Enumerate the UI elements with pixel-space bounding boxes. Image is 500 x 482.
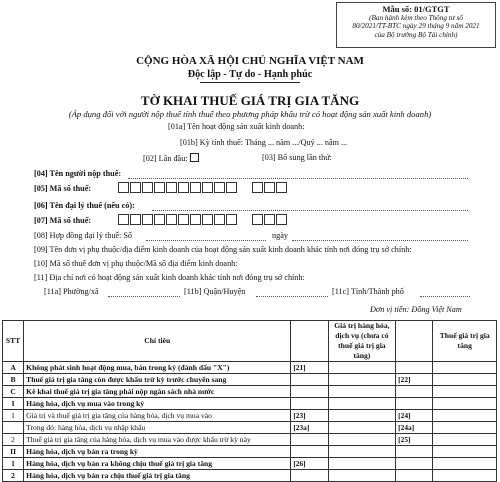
digit-cell[interactable] xyxy=(214,182,225,193)
row-indicator: Hàng hóa, dịch vụ bán ra chịu thuế giá trị gia tăng xyxy=(24,470,291,482)
vat-cell[interactable] xyxy=(433,458,497,470)
digit-cell[interactable] xyxy=(142,214,153,225)
row-stt: 2 xyxy=(3,434,24,446)
col-goods-value: Giá trị hàng hóa, dịch vụ (chưa có thuế giá trị gia tăng) xyxy=(328,321,396,362)
taxpayer-tax-code-cells[interactable] xyxy=(118,182,288,193)
value-cell[interactable] xyxy=(328,434,396,446)
field-11: [11] Địa chỉ nơi có hoạt động sản xuất kinh doanh khác tỉnh nơi đóng trụ sở chính: xyxy=(34,273,305,282)
field-02[interactable] xyxy=(143,153,199,163)
form-note-2: 80/2021/TT-BTC ngày 29 tháng 9 năm 2021 xyxy=(352,22,480,31)
digit-cell[interactable] xyxy=(264,214,275,225)
vat-cell[interactable] xyxy=(433,422,497,434)
row-stt: I xyxy=(3,398,24,410)
vat-cell[interactable] xyxy=(433,434,497,446)
table-row xyxy=(3,374,497,386)
digit-cell[interactable] xyxy=(118,182,129,193)
digit-cell[interactable] xyxy=(190,214,201,225)
motto-underline xyxy=(200,82,300,83)
digit-cell[interactable] xyxy=(154,182,165,193)
vat-cell[interactable] xyxy=(433,446,497,458)
row-code-2 xyxy=(396,386,433,398)
row-indicator: Thuế giá trị gia tăng còn được khấu trừ kỳ trước chuyển sang xyxy=(24,374,291,386)
table-row xyxy=(3,446,497,458)
form-code: Mẫu số: 01/GTGT xyxy=(382,4,450,14)
field-08-date: ngày xyxy=(272,231,288,240)
col-blank-1 xyxy=(291,321,328,362)
digit-cell[interactable] xyxy=(252,214,263,225)
table-row xyxy=(3,410,497,422)
ward-line[interactable] xyxy=(108,289,180,297)
tax-table xyxy=(2,320,497,482)
digit-cell[interactable] xyxy=(178,182,189,193)
row-code-1 xyxy=(291,374,328,386)
currency-unit: Đơn vị tiền: Đồng Việt Nam xyxy=(370,305,462,314)
digit-cell[interactable] xyxy=(214,214,225,225)
row-stt: 1 xyxy=(3,410,24,422)
digit-cell[interactable] xyxy=(226,214,237,225)
digit-cell[interactable] xyxy=(166,182,177,193)
row-stt: 2 xyxy=(3,470,24,482)
col-vat: Thuế giá trị gia tăng xyxy=(433,321,497,362)
field-11a: [11a] Phường/xã xyxy=(44,287,99,296)
vat-cell[interactable] xyxy=(433,410,497,422)
row-code-2: [22] xyxy=(396,374,433,386)
row-indicator: Hàng hóa, dịch vụ bán ra trong kỳ xyxy=(24,446,291,458)
digit-cell[interactable] xyxy=(264,182,275,193)
province-line[interactable] xyxy=(420,289,470,297)
row-code-1: [23] xyxy=(291,410,328,422)
vat-cell[interactable] xyxy=(433,398,497,410)
col-blank-2 xyxy=(396,321,433,362)
field-08: [08] Hợp đồng đại lý thuế: Số xyxy=(34,231,133,240)
table-row xyxy=(3,386,497,398)
digit-cell[interactable] xyxy=(276,214,287,225)
field-02-label: [02] Lần đầu: xyxy=(143,154,188,163)
district-line[interactable] xyxy=(256,289,328,297)
digit-cell[interactable] xyxy=(202,214,213,225)
row-code-2: [25] xyxy=(396,434,433,446)
agent-tax-code-cells[interactable] xyxy=(118,214,288,225)
digit-cell[interactable] xyxy=(178,214,189,225)
republic-heading: CỘNG HÒA XÃ HỘI CHỦ NGHĨA VIỆT NAM xyxy=(136,55,364,67)
row-stt: II xyxy=(3,446,24,458)
value-cell[interactable] xyxy=(328,422,396,434)
row-code-2 xyxy=(396,446,433,458)
digit-cell[interactable] xyxy=(252,182,263,193)
row-code-1: [21] xyxy=(291,362,328,374)
digit-cell[interactable] xyxy=(202,182,213,193)
table-row xyxy=(3,458,497,470)
field-03[interactable]: [03] Bổ sung lần thứ: xyxy=(262,153,332,162)
first-time-checkbox[interactable] xyxy=(190,153,199,162)
contract-number-line[interactable] xyxy=(146,233,266,241)
row-indicator: Trong đó: hàng hóa, dịch vụ nhập khẩu xyxy=(24,422,291,434)
field-01b[interactable]: [01b] Kỳ tính thuế: Tháng ... năm .../Quý ... năm ... xyxy=(180,138,348,147)
contract-date-line[interactable] xyxy=(292,233,468,241)
row-stt xyxy=(3,422,24,434)
row-code-1: [26] xyxy=(291,458,328,470)
row-indicator: Không phát sinh hoạt động mua, bán trong kỳ (đánh dấu "X") xyxy=(24,362,291,374)
row-code-2: [24] xyxy=(396,410,433,422)
digit-cell[interactable] xyxy=(226,182,237,193)
row-code-1 xyxy=(291,446,328,458)
field-06: [06] Tên đại lý thuế (nếu có): xyxy=(34,201,135,210)
form-code-box xyxy=(336,2,496,48)
form-note-3: của Bộ trưởng Bộ Tài chính) xyxy=(374,30,458,39)
row-indicator: Kê khai thuế giá trị gia tăng phải nộp ngân sách nhà nước xyxy=(24,386,291,398)
field-07: [07] Mã số thuế: xyxy=(34,216,92,225)
table-row xyxy=(3,422,497,434)
value-cell[interactable] xyxy=(328,362,396,374)
field-05: [05] Mã số thuế: xyxy=(34,184,92,193)
row-code-2 xyxy=(396,398,433,410)
taxpayer-name-line[interactable] xyxy=(128,171,468,179)
page-subtitle: (Áp dụng đối với người nộp thuế tính thuế theo phương pháp khấu trừ có hoạt động sản xuất kinh doanh) xyxy=(68,109,432,119)
digit-cell[interactable] xyxy=(276,182,287,193)
row-stt: C xyxy=(3,386,24,398)
table-header-row xyxy=(3,321,497,362)
col-stt: STT xyxy=(3,321,24,362)
row-indicator: Hàng hóa, dịch vụ mua vào trong kỳ xyxy=(24,398,291,410)
digit-cell[interactable] xyxy=(166,214,177,225)
row-stt: A xyxy=(3,362,24,374)
vat-cell[interactable] xyxy=(433,386,497,398)
field-11b: [11b] Quận/Huyện xyxy=(184,287,246,296)
value-cell[interactable] xyxy=(328,386,396,398)
value-cell[interactable] xyxy=(328,374,396,386)
row-code-1 xyxy=(291,434,328,446)
digit-cell[interactable] xyxy=(154,214,165,225)
table-row xyxy=(3,434,497,446)
form-note-1: (Ban hành kèm theo Thông tư số xyxy=(369,13,463,22)
page-title: TỜ KHAI THUẾ GIÁ TRỊ GIA TĂNG xyxy=(140,93,360,108)
value-cell[interactable] xyxy=(328,410,396,422)
value-cell[interactable] xyxy=(328,458,396,470)
digit-cell[interactable] xyxy=(130,214,141,225)
row-code-2: [24a] xyxy=(396,422,433,434)
agent-name-line[interactable] xyxy=(152,203,468,211)
row-indicator: Giá trị và thuế giá trị gia tăng của hàng hóa, dịch vụ mua vào xyxy=(24,410,291,422)
row-indicator: Thuế giá trị gia tăng của hàng hóa, dịch vụ mua vào được khấu trừ kỳ này xyxy=(24,434,291,446)
row-code-1 xyxy=(291,386,328,398)
field-04: [04] Tên người nộp thuế: xyxy=(34,169,122,178)
digit-cell[interactable] xyxy=(130,182,141,193)
row-code-1: [23a] xyxy=(291,422,328,434)
col-indicator: Chỉ tiêu xyxy=(24,321,291,362)
row-code-2 xyxy=(396,362,433,374)
field-10: [10] Mã số thuế đơn vị phụ thuộc/Mã số địa điểm kinh doanh: xyxy=(34,259,238,268)
vat-cell[interactable] xyxy=(433,362,497,374)
field-09: [09] Tên đơn vị phụ thuộc/địa điểm kinh doanh của hoạt động sản xuất kinh doanh khác tỉnh nơi đóng trụ sở chính: xyxy=(34,245,412,254)
digit-cell[interactable] xyxy=(190,182,201,193)
field-01a: [01a] Tên hoạt động sản xuất kinh doanh: xyxy=(168,122,305,131)
row-code-2 xyxy=(396,458,433,470)
motto-heading: Độc lập - Tự do - Hạnh phúc xyxy=(187,69,313,80)
value-cell[interactable] xyxy=(328,398,396,410)
table-row xyxy=(3,362,497,374)
row-stt: 1 xyxy=(3,458,24,470)
row-code-1 xyxy=(291,398,328,410)
digit-cell[interactable] xyxy=(118,214,129,225)
row-stt: B xyxy=(3,374,24,386)
value-cell[interactable] xyxy=(328,446,396,458)
vat-cell[interactable] xyxy=(433,374,497,386)
field-11c: [11c] Tỉnh/Thành phố xyxy=(332,287,404,296)
table-row xyxy=(3,398,497,410)
digit-cell[interactable] xyxy=(142,182,153,193)
row-indicator: Hàng hóa, dịch vụ bán ra không chịu thuế giá trị gia tăng xyxy=(24,458,291,470)
